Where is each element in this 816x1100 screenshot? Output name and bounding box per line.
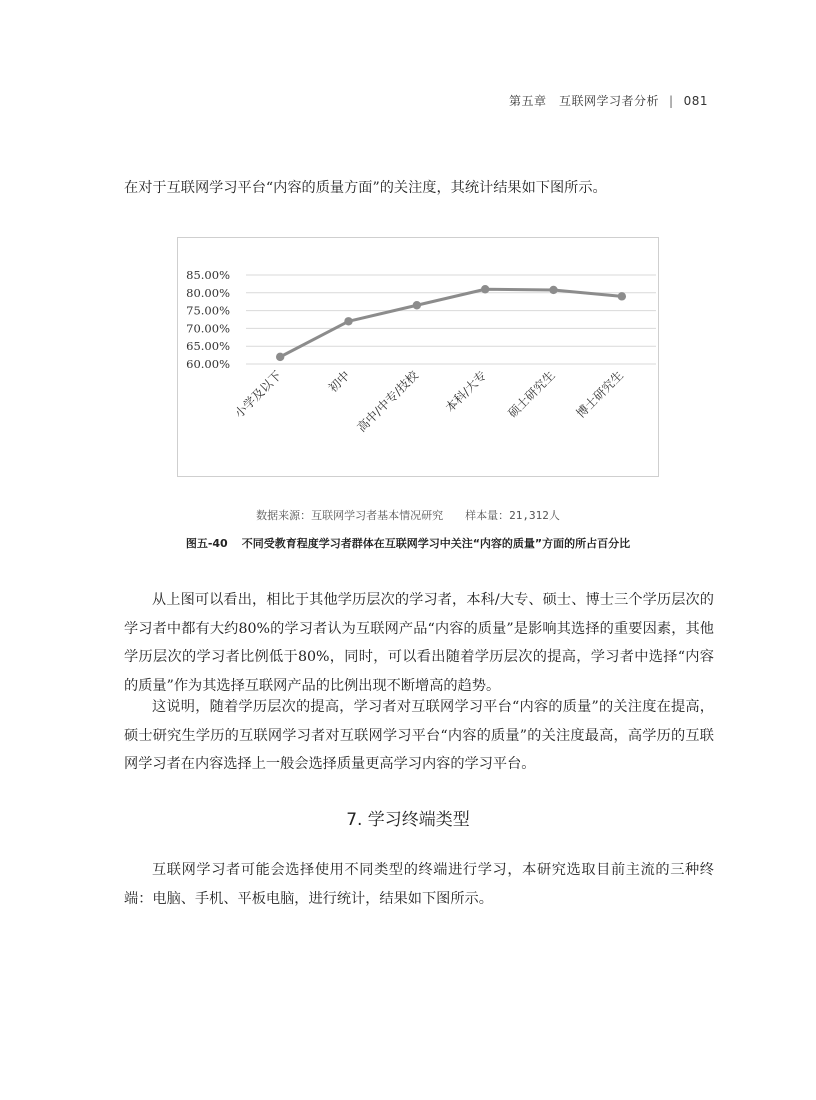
x-tick-label: 博士研究生 [573,368,626,421]
data-point [413,301,421,309]
y-axis-tick-labels [186,268,230,371]
source-label: 数据来源：互联网学习者基本情况研究 [256,509,444,522]
section-heading: 7. 学习终端类型 [346,810,470,830]
data-point [618,292,626,300]
y-tick-label: 65.00% [186,339,230,354]
figure-caption [0,535,816,551]
chart-series [276,285,626,361]
x-tick-label: 初中 [325,368,353,396]
data-point [344,317,352,325]
running-header [509,92,708,109]
data-point [276,353,284,361]
body-paragraph-2: 这说明，随着学历层次的提高，学习者对互联网学习平台“内容的质量”的关注度在提高，硕士研究生学历的互联网学习者对互联网学习平台“内容的质量”的关注度最高，高学历的互联网学习者在内容选择上一般会选择质量更高学习内容的学习平台。 [124,699,714,772]
chart-gridlines [246,275,656,364]
data-point [481,285,489,293]
section-paragraph: 互联网学习者可能会选择使用不同类型的终端进行学习，本研究选取目前主流的三种终端：电脑、手机、平板电脑，进行统计，结果如下图所示。 [124,862,714,907]
x-tick-label: 硕士研究生 [505,368,558,421]
chapter-title: 第五章 互联网学习者分析 [509,94,660,108]
y-tick-label: 85.00% [186,268,230,282]
sample-size: 样本量：21,312人 [465,509,560,522]
data-point [549,286,557,294]
x-tick-label: 小学及以下 [231,368,285,421]
chart-svg [178,238,658,476]
x-axis-tick-labels [232,367,626,435]
line-chart [177,237,659,477]
y-tick-label: 60.00% [186,357,230,371]
header-separator: | [669,94,674,108]
figure-caption-text: 不同受教育程度学习者群体在互联网学习中关注“内容的质量”方面的所占百分比 [241,537,631,550]
data-source-note [0,507,816,523]
intro-paragraph: 在对于互联网学习平台“内容的质量方面”的关注度，其统计结果如下图所示。 [124,180,607,196]
page-number: 081 [683,94,708,108]
x-tick-label: 高中/中专/技校 [354,368,421,435]
series-line [280,289,622,357]
y-tick-label: 75.00% [186,303,230,318]
body-paragraph-1: 从上图可以看出，相比于其他学历层次的学习者，本科/大专、硕士、博士三个学历层次的学习者中都有大约80%的学习者认为互联网产品“内容的质量”是影响其选择的重要因素，其他学历层次的学习者比例低于80%，同时，可以看出随着学历层次的提高，学习者中选择“内容的质量”作为其选择互联网产品的比例出现不断增高的趋势。 [124,592,714,694]
y-tick-label: 70.00% [186,321,230,336]
x-tick-label: 本科/大专 [442,368,490,415]
figure-number: 图五-40 [185,537,228,550]
y-tick-label: 80.00% [186,285,230,300]
